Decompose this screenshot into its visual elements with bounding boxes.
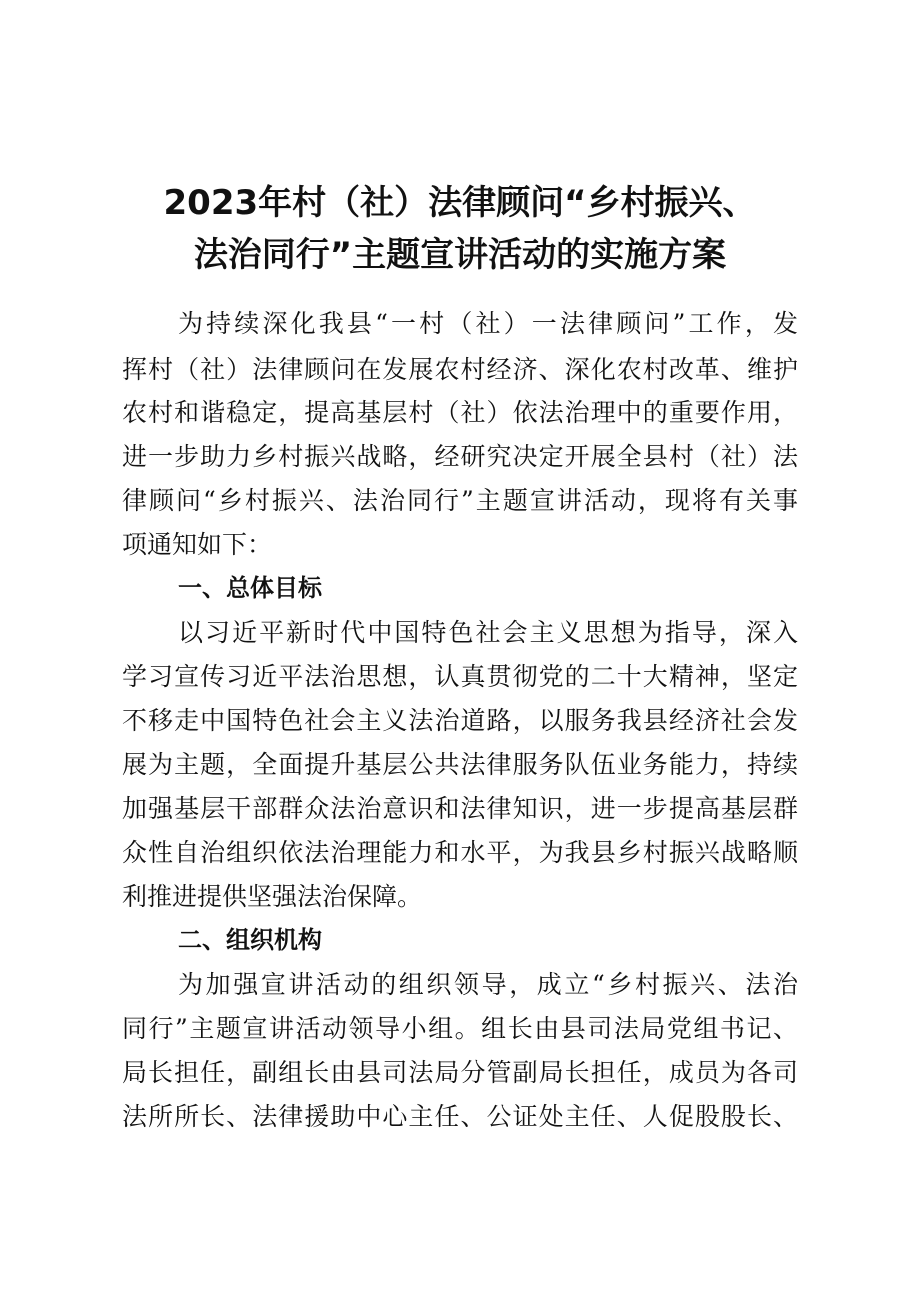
section2-line: 法所所长、法律援助中心主任、公证处主任、人促股股长、 bbox=[122, 1102, 798, 1131]
section1-line: 展为主题，全面提升基层公共法律服务队伍业务能力，持续 bbox=[122, 750, 798, 779]
section1-line: 利推进提供坚强法治保障。 bbox=[122, 882, 423, 911]
section1-line: 学习宣传习近平法治思想，认真贯彻党的二十大精神，坚定 bbox=[122, 662, 798, 691]
document-title-line-2: 法治同行”主题宣讲活动的实施方案 bbox=[193, 235, 727, 275]
section1-line: 众性自治组织依法治理能力和水平，为我县乡村振兴战略顺 bbox=[122, 838, 798, 867]
section-heading-organization: 二、组织机构 bbox=[178, 926, 322, 954]
section1-line: 加强基层干部群众法治意识和法律知识，进一步提高基层群 bbox=[122, 794, 798, 823]
section1-line: 以习近平新时代中国特色社会主义思想为指导，深入 bbox=[178, 618, 798, 647]
section2-line: 局长担任，副组长由县司法局分管副局长担任，成员为各司 bbox=[122, 1058, 798, 1087]
section2-line: 为加强宣讲活动的组织领导，成立“乡村振兴、法治 bbox=[178, 970, 798, 999]
section1-line: 不移走中国特色社会主义法治道路，以服务我县经济社会发 bbox=[122, 706, 798, 735]
intro-line: 为持续深化我县“一村（社）一法律顾问”工作，发 bbox=[178, 309, 798, 338]
intro-line: 项通知如下： bbox=[122, 530, 273, 559]
document-title-line-1: 2023年村（社）法律顾问“乡村振兴、 bbox=[163, 183, 757, 223]
intro-line: 进一步助力乡村振兴战略，经研究决定开展全县村（社）法 bbox=[122, 442, 798, 471]
intro-line: 农村和谐稳定，提高基层村（社）依法治理中的重要作用， bbox=[122, 398, 798, 427]
section-heading-overall-goal: 一、总体目标 bbox=[178, 574, 322, 602]
section2-line: 同行”主题宣讲活动领导小组。组长由县司法局党组书记、 bbox=[122, 1014, 798, 1043]
intro-line: 律顾问“乡村振兴、法治同行”主题宣讲活动，现将有关事 bbox=[122, 486, 798, 515]
intro-line: 挥村（社）法律顾问在发展农村经济、深化农村改革、维护 bbox=[122, 355, 798, 384]
